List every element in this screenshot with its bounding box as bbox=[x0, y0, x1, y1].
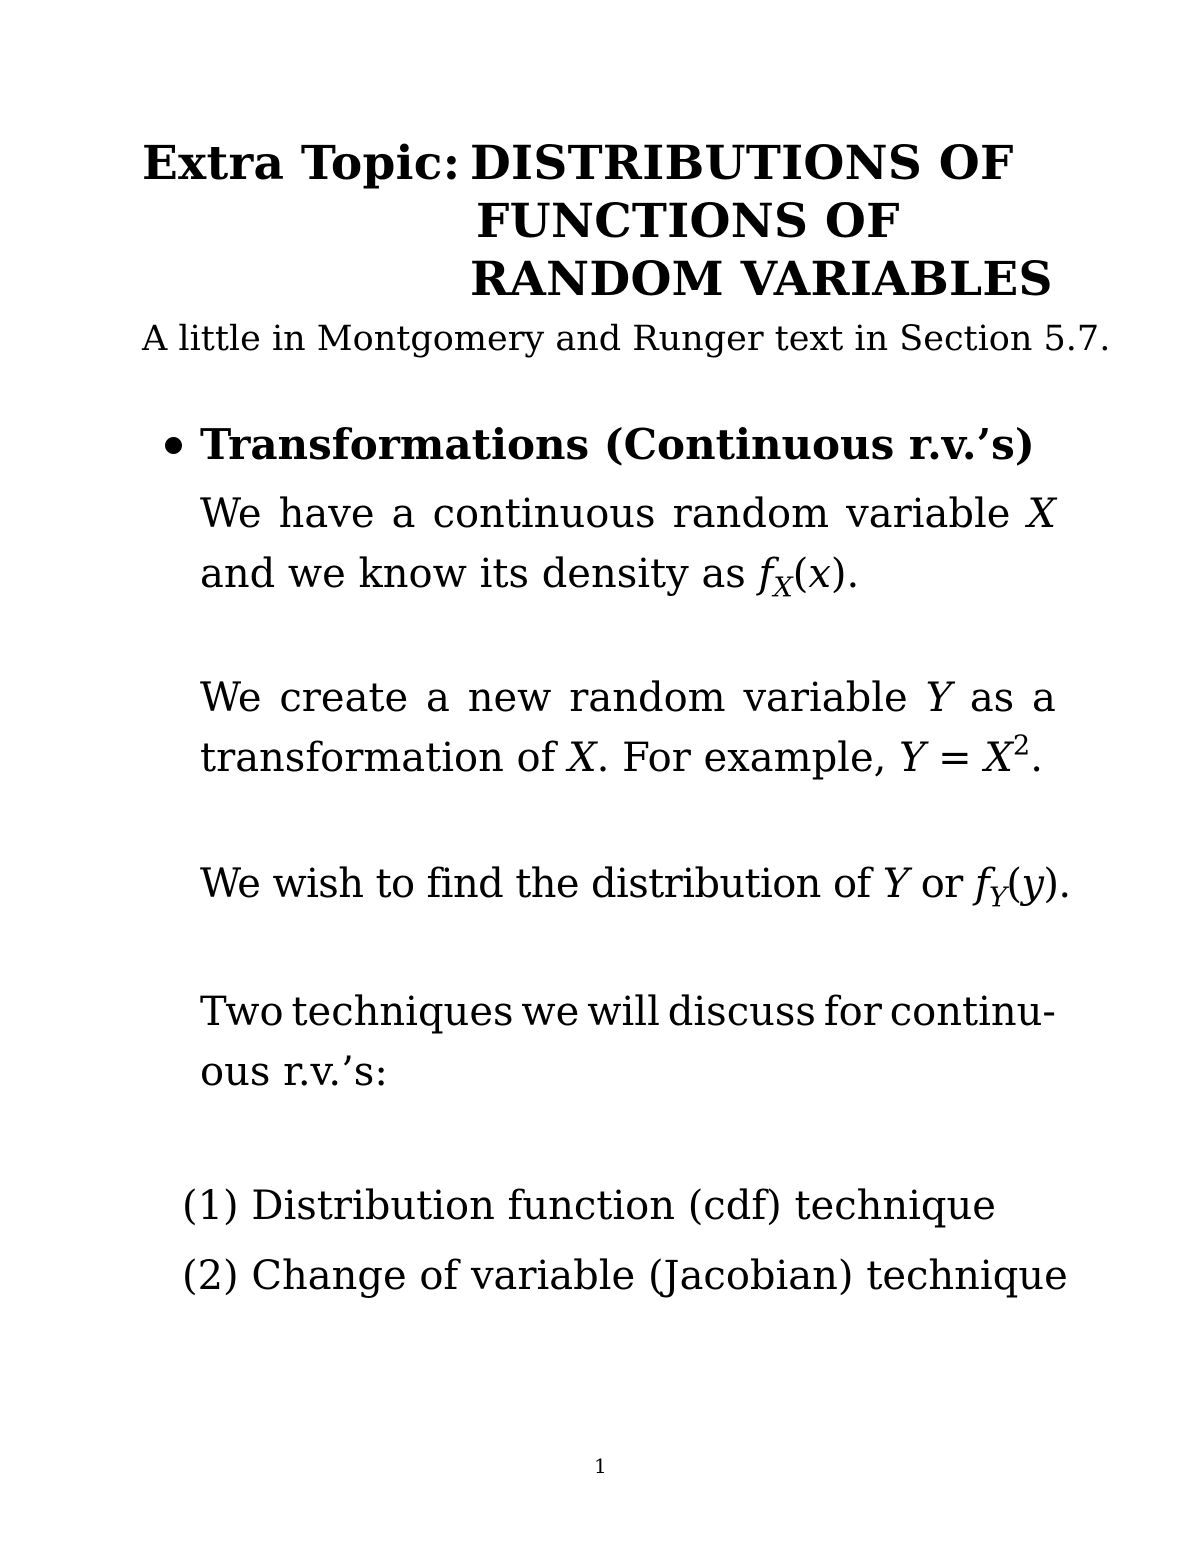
math-f: f bbox=[758, 551, 774, 597]
title-line-3: RANDOM VARIABLES bbox=[470, 252, 1053, 307]
word: techniques bbox=[291, 989, 514, 1035]
paragraph-1-line-1 bbox=[200, 491, 1056, 537]
text: . bbox=[1030, 735, 1043, 781]
paragraph-1-line-2 bbox=[200, 551, 860, 604]
title-line-1: DISTRIBUTIONS OF bbox=[470, 136, 1014, 191]
bullet-icon bbox=[165, 437, 182, 454]
word: for bbox=[823, 989, 882, 1035]
word: variable bbox=[743, 675, 908, 721]
technique-item-1: (1) Distribution function (cdf) technique bbox=[182, 1183, 996, 1229]
math-var-y: Y bbox=[899, 735, 926, 781]
word: a bbox=[1032, 675, 1056, 721]
math-exponent: 2 bbox=[1012, 730, 1031, 762]
text: and we know its density as bbox=[200, 551, 759, 597]
paragraph-2-line-1 bbox=[200, 675, 1056, 721]
word: new bbox=[467, 675, 552, 721]
word: as bbox=[969, 675, 1015, 721]
word: discuss bbox=[667, 989, 816, 1035]
paragraph-4-line-2: ous r.v.’s: bbox=[200, 1049, 388, 1095]
paragraph-3 bbox=[200, 861, 1071, 914]
math-f: f bbox=[974, 861, 990, 907]
math-paren-close: ). bbox=[1043, 861, 1071, 907]
math-var-y: Y bbox=[925, 675, 952, 721]
word: Two bbox=[200, 989, 284, 1035]
paragraph-2-line-2 bbox=[200, 730, 1043, 781]
math-equals: = bbox=[925, 735, 985, 781]
subtitle: A little in Montgomery and Runger text in Section 5.7. bbox=[142, 319, 1111, 359]
technique-item-2: (2) Change of variable (Jacobian) technique bbox=[182, 1253, 1068, 1299]
word: will bbox=[587, 989, 660, 1035]
word: continuous bbox=[432, 491, 656, 537]
math-arg: x bbox=[808, 551, 831, 597]
math-var-x: X bbox=[984, 735, 1013, 781]
word: We bbox=[200, 491, 262, 537]
word: random bbox=[569, 675, 726, 721]
word: have bbox=[278, 491, 375, 537]
math-subscript: Y bbox=[989, 882, 1007, 914]
word: a bbox=[426, 675, 450, 721]
math-var-y: Y bbox=[882, 861, 909, 907]
text: We wish to find the distribution of bbox=[200, 861, 883, 907]
section-heading: Transformations (Continuous r.v.’s) bbox=[200, 420, 1035, 469]
math-subscript: X bbox=[773, 572, 793, 604]
title-prefix: Extra Topic: bbox=[142, 136, 461, 191]
math-paren-open: ( bbox=[1006, 861, 1022, 907]
word: variable bbox=[846, 491, 1011, 537]
word: random bbox=[672, 491, 830, 537]
word: continu- bbox=[889, 989, 1056, 1035]
text: or bbox=[908, 861, 975, 907]
word: We bbox=[200, 675, 262, 721]
text: . For example, bbox=[596, 735, 900, 781]
math-paren-close: ). bbox=[830, 551, 860, 597]
title-line-2: FUNCTIONS OF bbox=[476, 194, 900, 249]
math-arg: y bbox=[1021, 861, 1044, 907]
word: a bbox=[391, 491, 416, 537]
math-var-x: X bbox=[1027, 491, 1056, 537]
word: create bbox=[279, 675, 409, 721]
math-paren-open: ( bbox=[792, 551, 809, 597]
math-var-x: X bbox=[568, 735, 597, 781]
paragraph-4-line-1 bbox=[200, 989, 1056, 1035]
text: transformation of bbox=[200, 735, 569, 781]
word: we bbox=[521, 989, 580, 1035]
page-number: 1 bbox=[594, 1454, 607, 1478]
